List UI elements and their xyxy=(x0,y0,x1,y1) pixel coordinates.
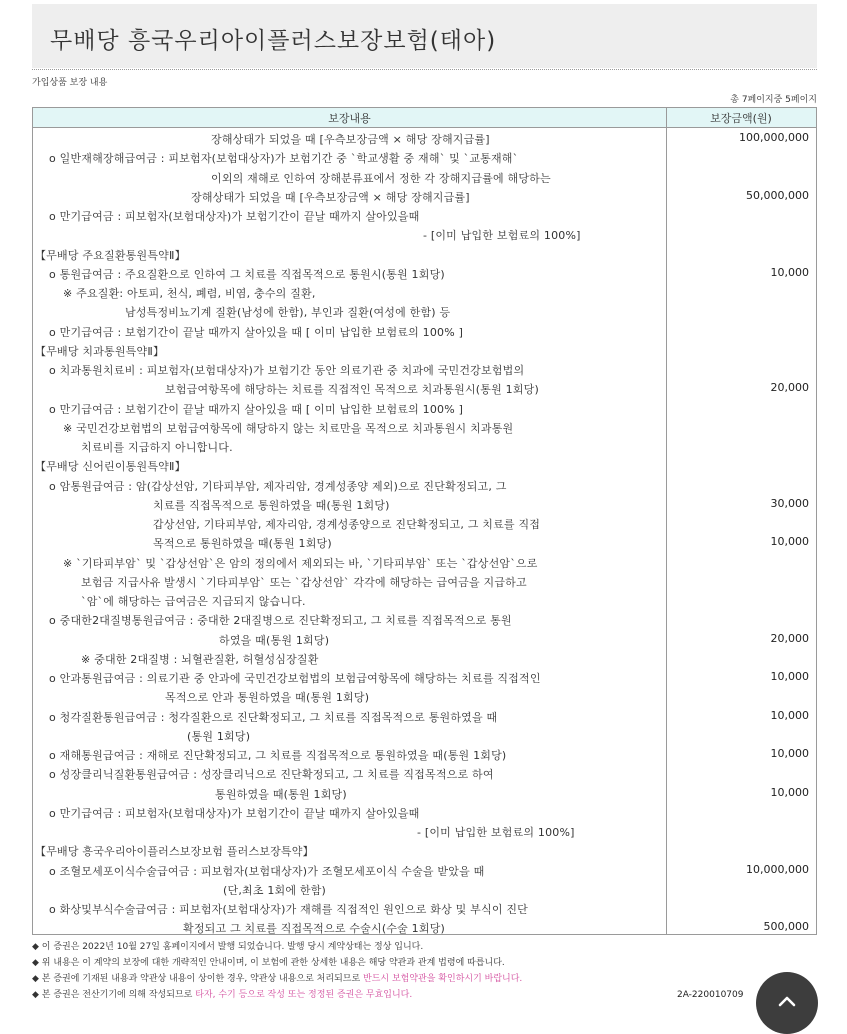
column-header-content: 보장내용 xyxy=(328,112,371,125)
coverage-text: ※ 중대한 2대질병 : 뇌혈관질환, 허혈성심장질환 xyxy=(81,652,319,666)
coverage-text: o 안과통원급여금 : 의료기관 중 안과에 국민건강보험법의 보험급여항목에 해당하는 치료를 직접적인 xyxy=(49,672,541,685)
chevron-up-icon xyxy=(776,990,798,1012)
coverage-text: o 청각질환통원급여금 : 청각질환으로 진단확정되고, 그 치료를 직접목적으로 통원하였을 때 xyxy=(49,710,498,724)
scroll-to-top-button[interactable] xyxy=(756,972,818,1034)
table-row xyxy=(33,610,816,629)
coverage-text: ※ `기타피부암` 및 `갑상선암`은 암의 정의에서 제외되는 바, `기타피부암` 또는 `갑상선암`으로 xyxy=(63,556,538,570)
table-row xyxy=(33,187,816,206)
coverage-amount: 10,000 xyxy=(770,747,809,760)
table-row xyxy=(33,630,816,649)
table-row xyxy=(33,322,816,341)
coverage-text: 【무배당 신어린이통원특약Ⅱ】 xyxy=(35,460,186,474)
coverage-text: 목적으로 통원하였을 때(통원 1회당) xyxy=(153,537,332,551)
table-row xyxy=(33,379,816,398)
coverage-amount: 500,000 xyxy=(763,920,809,934)
coverage-text: 【무배당 치과통원특약Ⅱ】 xyxy=(35,344,165,358)
coverage-text: o 만기급여금 : 피보험자(보험대상자)가 보험기간이 끝날 때까지 살아있을때 xyxy=(49,210,420,223)
coverage-text: o 재해통원급여금 : 재해로 진단확정되고, 그 치료를 직접목적으로 통원하였을 때(통원 1회당) xyxy=(49,749,507,762)
table-row xyxy=(33,283,816,302)
coverage-text: o 치과통원치료비 : 피보험자(보험대상자)가 보험기간 동안 의료기관 중 치과에 국민건강보험법의 xyxy=(49,364,525,377)
coverage-text: o 중대한2대질병통원급여금 : 중대한 2대질병으로 진단확정되고, 그 치료를 직접목적으로 통원 xyxy=(49,614,512,628)
coverage-amount: 20,000 xyxy=(770,381,809,395)
coverage-text: 남성특정비뇨기계 질환(남성에 한함), 부인과 질환(여성에 한함) 등 xyxy=(125,306,451,320)
title-bar xyxy=(32,4,817,68)
table-row xyxy=(33,880,816,899)
coverage-text: 치료를 직접목적으로 통원하였을 때(통원 1회당) xyxy=(153,498,390,512)
coverage-text: 보험급여항목에 해당하는 치료를 직접적인 목적으로 치과통원시(통원 1회당) xyxy=(165,383,539,397)
footnote: ◆ 본 증권은 전산기기에 의해 작성되므로 타자, 수기 등으로 작성 또는 정정된 증권은 무효입니다. xyxy=(32,990,413,1000)
table-row xyxy=(33,302,816,321)
coverage-text: (단,최초 1회에 한함) xyxy=(223,883,327,897)
table-row xyxy=(33,437,816,456)
table-row xyxy=(33,168,816,187)
coverage-text: 통원하였을 때(통원 1회당) xyxy=(215,787,347,801)
table-row xyxy=(33,476,816,495)
coverage-text: o 성장클리닉질환통원급여금 : 성장클리닉으로 진단확정되고, 그 치료를 직접목적으로 하여 xyxy=(49,768,494,782)
table-row xyxy=(33,399,816,418)
coverage-text: (통원 1회당) xyxy=(187,729,251,743)
table-row xyxy=(33,841,816,860)
footnote: ◆ 위 내용은 이 계약의 보장에 대한 개략적인 안내이며, 이 보험에 관한 상세한 내용은 해당 약관과 관계 법령에 따릅니다. xyxy=(32,958,505,968)
coverage-text: 【무배당 흥국우리아이플러스보장보험 플러스보장특약】 xyxy=(35,845,314,859)
table-row xyxy=(33,533,816,552)
coverage-amount: 10,000 xyxy=(770,708,809,722)
table-row xyxy=(33,918,816,937)
table-row xyxy=(33,668,816,687)
coverage-text: 치료비를 지급하지 아니합니다. xyxy=(81,441,233,454)
coverage-amount: 30,000 xyxy=(770,496,809,510)
page-title: 무배당 흥국우리아이플러스보장보험(태아) xyxy=(50,28,497,54)
coverage-text: 확정되고 그 치료를 직접목적으로 수술시(수술 1회당) xyxy=(183,922,446,936)
coverage-amount: 10,000 xyxy=(770,265,809,279)
section-label: 가입상품 보장 내용 xyxy=(32,78,108,88)
footnote: ◆ 이 증권은 2022년 10월 27일 홈페이지에서 발행 되었습니다. 발행 당시 계약상태는 정상 입니다. xyxy=(32,942,424,952)
table-row xyxy=(33,148,816,167)
table-row xyxy=(33,360,816,379)
coverage-amount: 100,000,000 xyxy=(739,131,809,144)
coverage-text: 장해상태가 되었을 때 [우측보장금액 × 해당 장해지급률] xyxy=(191,190,470,204)
coverage-amount: 10,000 xyxy=(770,535,809,549)
table-row xyxy=(33,264,816,283)
table-row xyxy=(33,514,816,533)
table-row xyxy=(33,553,816,572)
table-row xyxy=(33,649,816,668)
table-row xyxy=(33,225,816,244)
coverage-text: 【무배당 주요질환통원특약Ⅱ】 xyxy=(35,248,186,262)
coverage-text: - [이미 납입한 보험료의 100%] xyxy=(423,229,581,243)
table-row xyxy=(33,707,816,726)
table-row xyxy=(33,572,816,591)
table-row xyxy=(33,764,816,783)
coverage-amount: 20,000 xyxy=(770,631,809,645)
coverage-text: `암`에 해당하는 급여금은 지급되지 않습니다. xyxy=(81,595,306,608)
coverage-text: - [이미 납입한 보험료의 100%] xyxy=(417,826,575,839)
table-row xyxy=(33,129,816,148)
coverage-text: o 통원급여금 : 주요질환으로 인하여 그 치료를 직접목적으로 통원시(통원 1회당) xyxy=(49,267,445,281)
table-row xyxy=(33,341,816,360)
coverage-amount: 50,000,000 xyxy=(746,188,809,202)
coverage-text: o 만기급여금 : 보험기간이 끝날 때까지 살아있을 때 [ 이미 납입한 보험료의 100% ] xyxy=(49,402,464,416)
column-header-amount: 보장금액(원) xyxy=(710,112,772,125)
table-row xyxy=(33,456,816,475)
coverage-text: ※ 국민건강보험법의 보험급여항목에 해당하지 않는 치료만을 목적으로 치과통원시 치과통원 xyxy=(63,421,514,435)
dotted-divider xyxy=(32,69,817,70)
coverage-text: 갑상선암, 기타피부암, 제자리암, 경계성종양으로 진단확정되고, 그 치료를 직접 xyxy=(153,518,541,531)
coverage-text: o 암통원급여금 : 암(갑상선암, 기타피부암, 제자리암, 경계성종양 제외)으로 진단확정되고, 그 xyxy=(49,479,507,493)
page-indicator: 총 7페이지중 5페이지 xyxy=(730,95,817,105)
coverage-text: 장해상태가 되었을 때 [우측보장금액 × 해당 장해지급률] xyxy=(211,133,490,146)
table-row xyxy=(33,418,816,437)
document-code: 2A-220010709 xyxy=(677,990,744,1000)
coverage-text: 하였을 때(통원 1회당) xyxy=(219,633,330,647)
coverage-amount: 10,000 xyxy=(770,670,809,683)
table-row xyxy=(33,245,816,264)
table-row xyxy=(33,784,816,803)
table-row xyxy=(33,726,816,745)
coverage-text: ※ 주요질환: 아토피, 천식, 폐렴, 비염, 충수의 질환, xyxy=(63,287,316,300)
table-row xyxy=(33,591,816,610)
table-row xyxy=(33,803,816,822)
coverage-text: o 만기급여금 : 보험기간이 끝날 때까지 살아있을 때 [ 이미 납입한 보험료의 100% ] xyxy=(49,325,464,339)
coverage-text: 이외의 재해로 인하여 장해분류표에서 정한 각 장해지급률에 해당하는 xyxy=(211,171,551,185)
table-header xyxy=(33,108,816,128)
table-row xyxy=(33,495,816,514)
table-row xyxy=(33,206,816,225)
coverage-amount: 10,000 xyxy=(770,785,809,799)
table-row xyxy=(33,899,816,918)
table-row xyxy=(33,861,816,880)
coverage-text: o 조혈모세포이식수술급여금 : 피보험자(보험대상자)가 조혈모세포이식 수술을 받았을 때 xyxy=(49,864,485,878)
table-row xyxy=(33,745,816,764)
coverage-text: 목적으로 안과 통원하였을 때(통원 1회당) xyxy=(165,691,370,705)
coverage-text: o 화상및부식수술급여금 : 피보험자(보험대상자)가 재해를 직접적인 원인으로 화상 및 부식이 진단 xyxy=(49,903,528,916)
coverage-amount: 10,000,000 xyxy=(746,862,809,876)
footnote: ◆ 본 증권에 기재된 내용과 약관상 내용이 상이한 경우, 약관상 내용으로 처리되므로 반드시 보험약관을 확인하시기 바랍니다. xyxy=(32,974,523,984)
coverage-table xyxy=(32,107,817,935)
coverage-text: o 일반재해장해급여금 : 피보험자(보험대상자)가 보험기간 중 `학교생활 중 재해` 및 `교통재해` xyxy=(49,152,519,166)
table-row xyxy=(33,822,816,841)
coverage-text: 보험금 지급사유 발생시 `기타피부암` 또는 `갑상선암` 각각에 해당하는 급여금을 지급하고 xyxy=(81,575,527,589)
table-row xyxy=(33,687,816,706)
coverage-text: o 만기급여금 : 피보험자(보험대상자)가 보험기간이 끝날 때까지 살아있을때 xyxy=(49,806,420,820)
